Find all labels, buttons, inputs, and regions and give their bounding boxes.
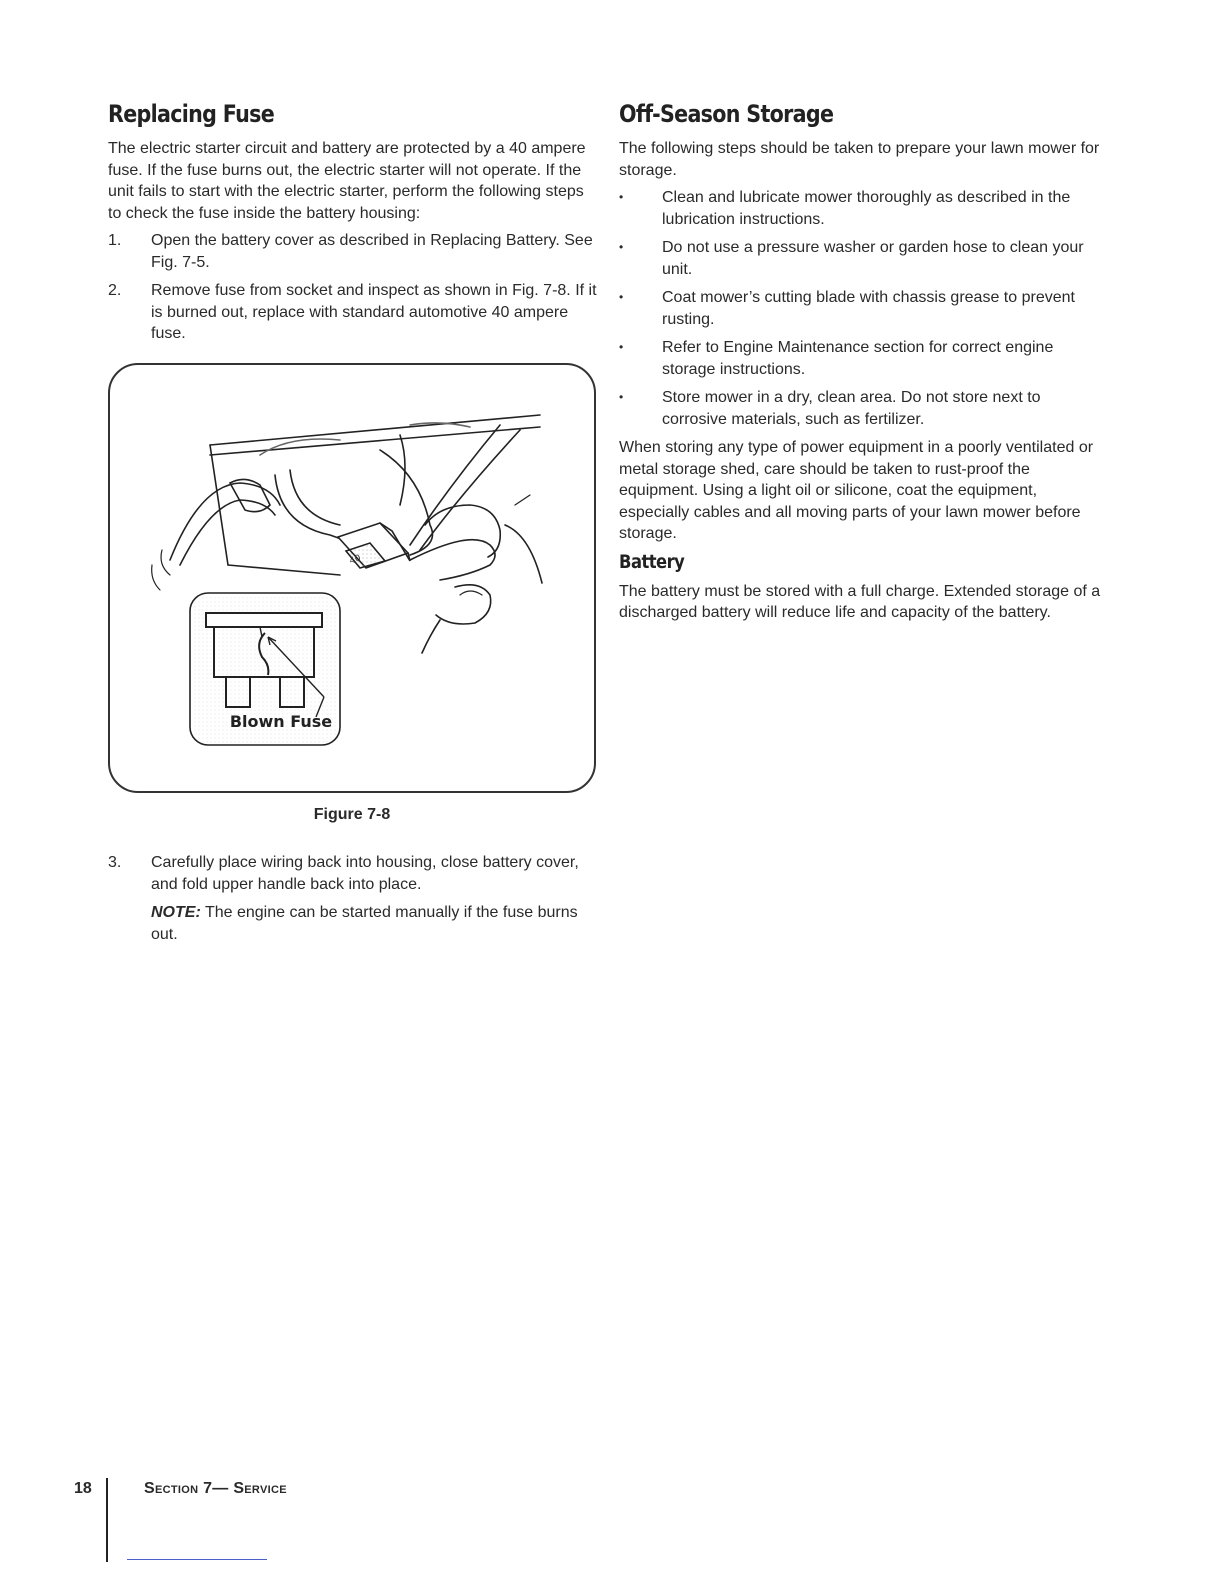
scan-artifact-line: [127, 1559, 267, 1560]
note-label: NOTE:: [151, 904, 201, 921]
step-3: [108, 852, 598, 895]
bullet-icon: •: [619, 340, 624, 354]
footer-divider: [106, 1478, 108, 1562]
bullet-icon: •: [619, 290, 624, 304]
storage-intro: The following steps should be taken to prepare your lawn mower for storage.: [619, 140, 1100, 179]
bullet-icon: •: [619, 390, 624, 404]
storage-bullet: [619, 187, 1109, 230]
replacing-fuse-intro: The electric starter circuit and battery are protected by a 40 ampere fuse. If the fuse burns out, the electric starter will not operate. If the unit fails to start with the electric starter, perform the following steps to check the fuse inside the battery housing:: [108, 140, 586, 222]
storage-bullet: [619, 337, 1109, 380]
bullet-text: Clean and lubricate mower thoroughly as described in the lubrication instructions.: [662, 189, 1071, 228]
storage-bullet: [619, 287, 1109, 330]
battery-heading: Battery: [619, 550, 685, 573]
step-3-block: [108, 852, 598, 945]
step-1: [108, 230, 598, 273]
figure-caption: Figure 7-8: [313, 806, 391, 823]
replacing-fuse-heading: Replacing Fuse: [108, 100, 275, 128]
battery-paragraph: The battery must be stored with a full charge. Extended storage of a discharged battery will reduce life and capacity of the battery.: [619, 582, 1101, 621]
left-column: [108, 100, 598, 352]
bullet-text: Do not use a pressure washer or garden hose to clean your unit.: [662, 239, 1084, 278]
fuse-illustration: [110, 365, 598, 795]
step-number: 3.: [108, 854, 122, 871]
step-number: 1.: [108, 232, 122, 249]
step-text: Remove fuse from socket and inspect as shown in Fig. 7-8. If it is burned out, replace with standard automotive 40 ampere fuse.: [151, 282, 597, 342]
off-season-storage-heading: Off-Season Storage: [619, 100, 834, 128]
blown-fuse-label: Blown Fuse: [229, 712, 333, 731]
step-number: 2.: [108, 282, 122, 299]
section-label: Section 7— Service: [144, 1480, 287, 1497]
step-text: Open the battery cover as described in Replacing Battery. See Fig. 7-5.: [151, 232, 593, 271]
bullet-text: Store mower in a dry, clean area. Do not store next to corrosive materials, such as fertilizer.: [662, 389, 1041, 428]
fuse-marking: 40: [348, 553, 363, 567]
page-number: 18: [74, 1480, 92, 1497]
right-column: [619, 100, 1109, 630]
step-text: Carefully place wiring back into housing, close battery cover, and fold upper handle back into place.: [151, 854, 579, 893]
storing-paragraph: When storing any type of power equipment in a poorly ventilated or metal storage shed, care should be taken to rust-proof the equipment. Using a light oil or silicone, coat the equipment, especially cables and all moving parts of your lawn mower before storage.: [619, 439, 1094, 542]
figure-7-8: [108, 363, 596, 793]
bullet-text: Refer to Engine Maintenance section for correct engine storage instructions.: [662, 339, 1054, 378]
note: [108, 902, 598, 945]
storage-bullet: [619, 237, 1109, 280]
note-text: The engine can be started manually if the fuse burns out.: [151, 904, 578, 943]
bullet-icon: •: [619, 240, 624, 254]
step-2: [108, 280, 598, 345]
bullet-text: Coat mower’s cutting blade with chassis grease to prevent rusting.: [662, 289, 1075, 328]
storage-bullet: [619, 387, 1109, 430]
bullet-icon: •: [619, 190, 624, 204]
